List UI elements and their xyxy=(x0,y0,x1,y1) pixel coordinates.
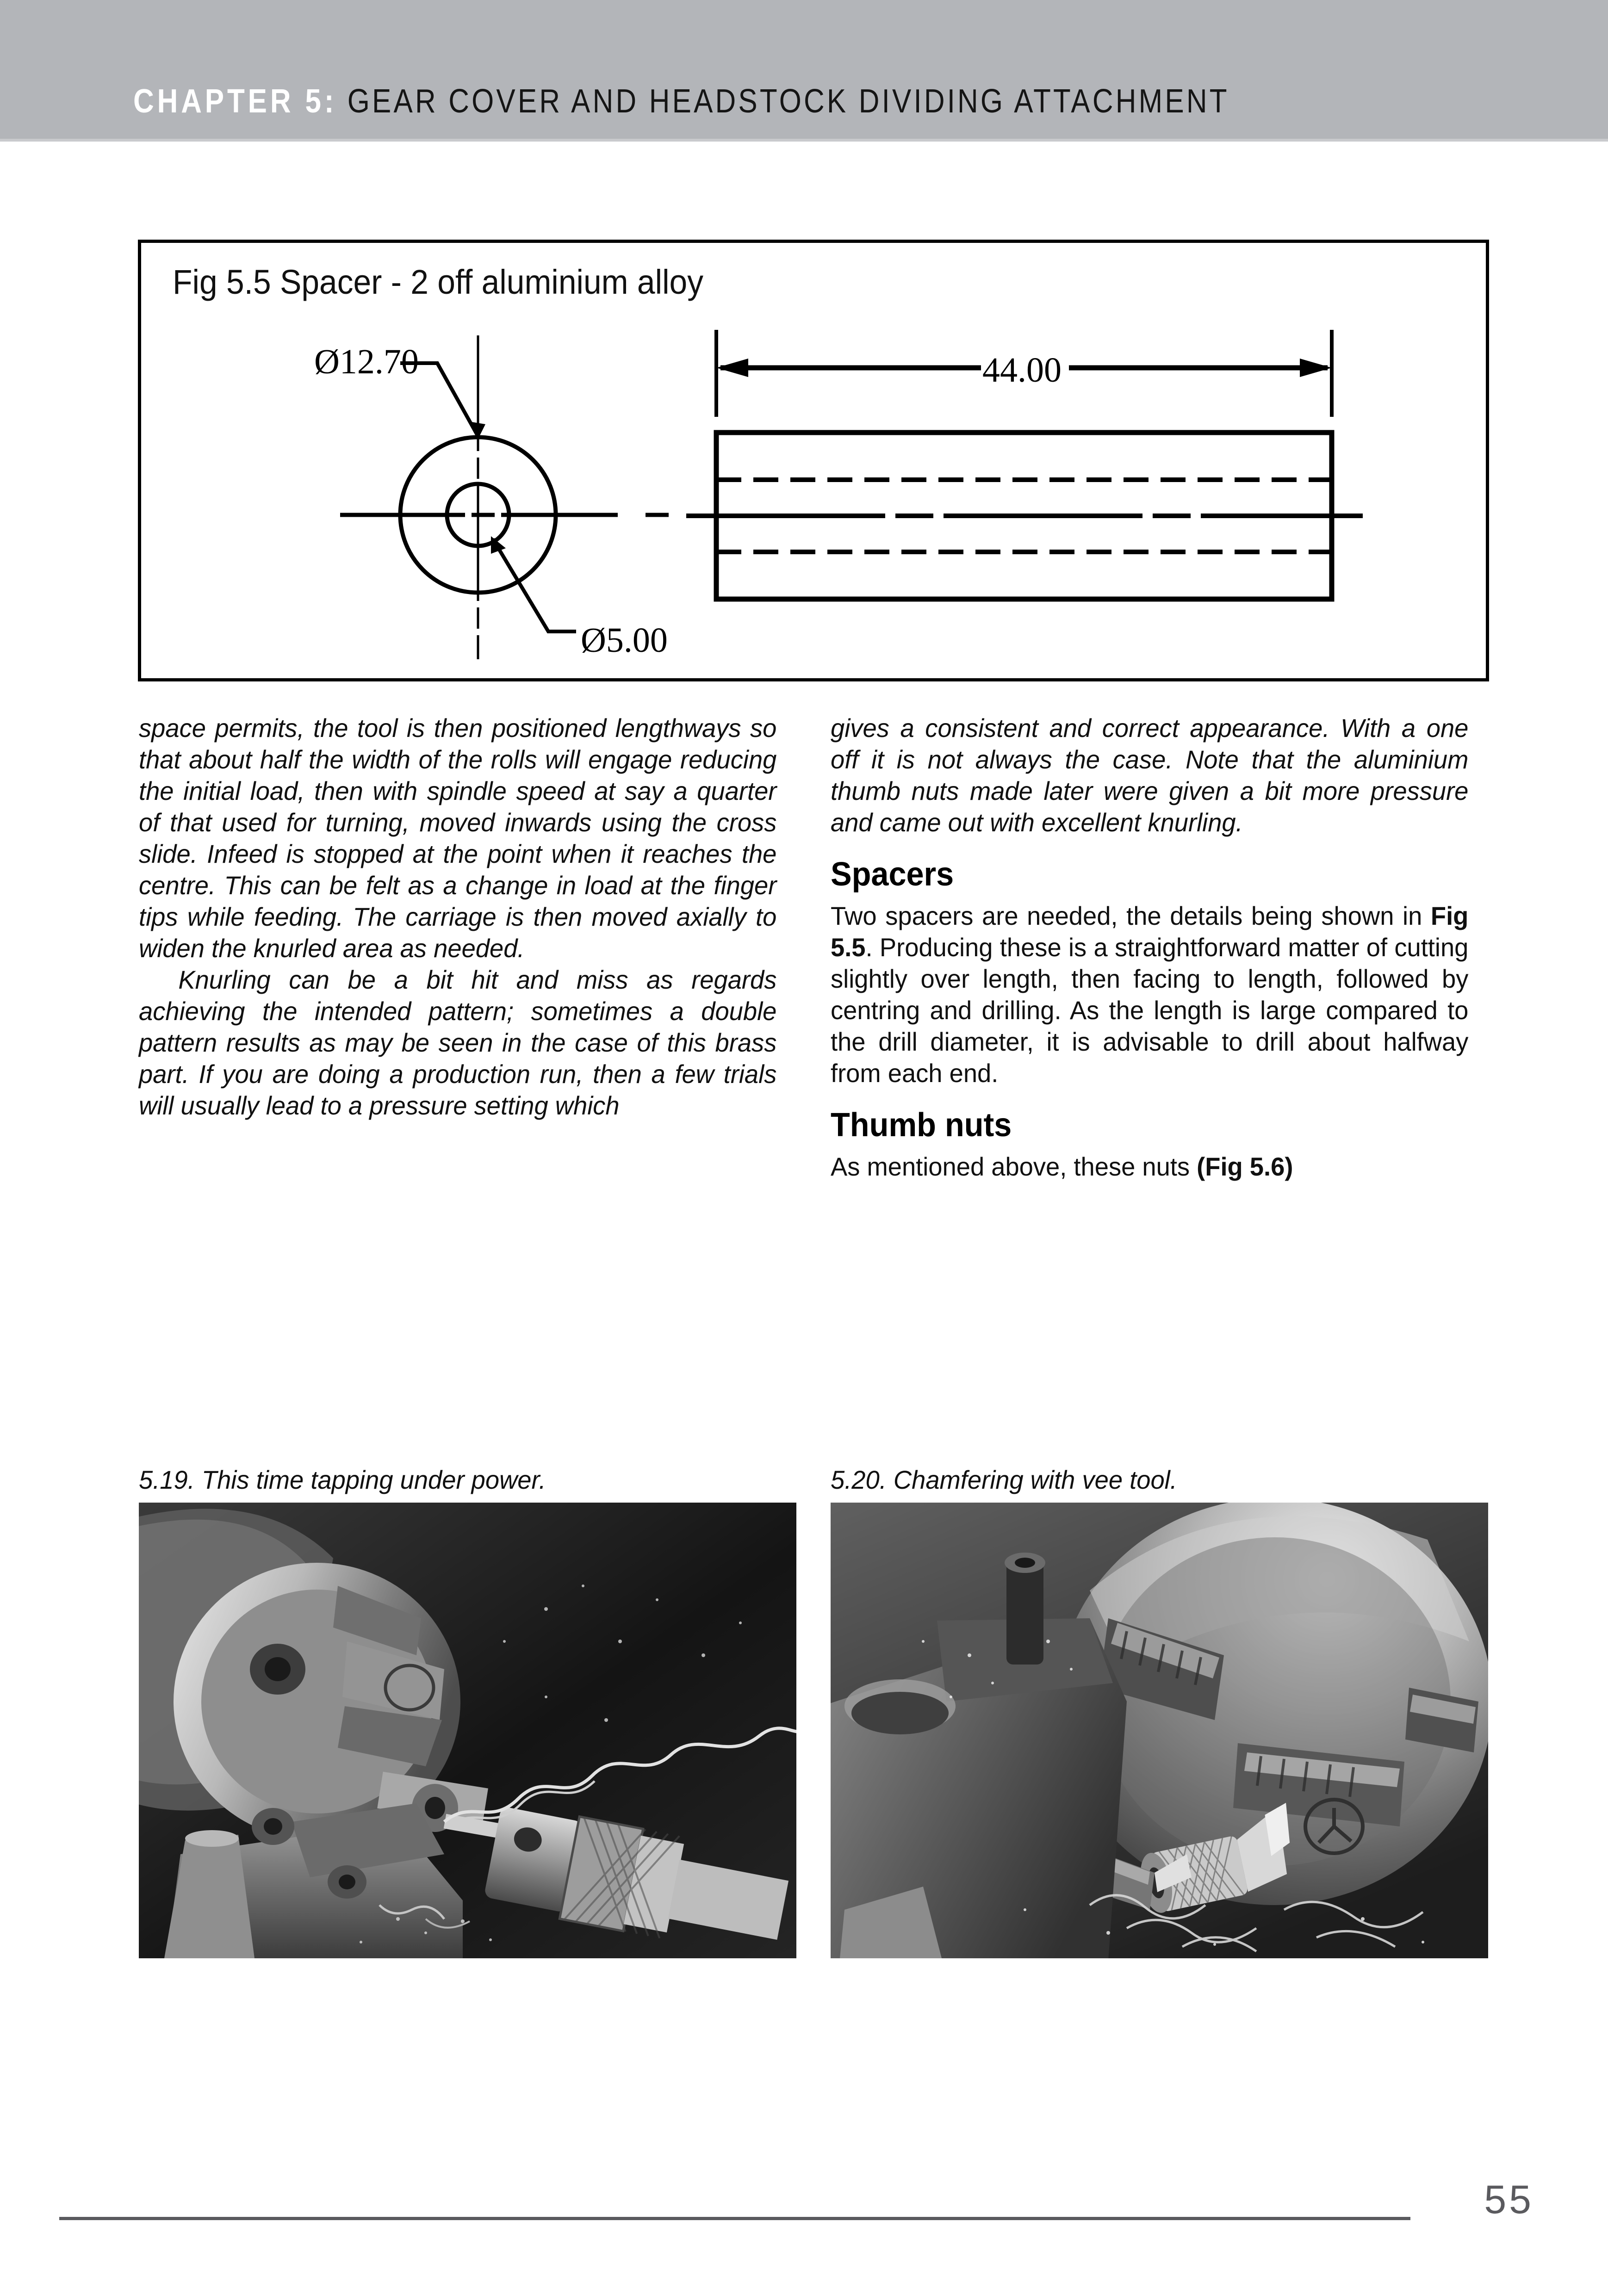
figure-caption-title: Fig 5.5 Spacer - 2 off aluminium alloy xyxy=(173,263,704,301)
spacers-text-before: Two spacers are needed, the details being shown in xyxy=(831,901,1431,930)
chapter-title-label: GEAR COVER AND HEADSTOCK DIVIDING ATTACHMENT xyxy=(337,83,1229,120)
spacers-figure-reference: Fig 5.5 xyxy=(831,901,1469,962)
page-number: 55 xyxy=(1484,2178,1534,2222)
photo-caption-5-19: 5.19. This time tapping under power. xyxy=(139,1465,546,1494)
right-text-column xyxy=(831,712,1488,1182)
photo-caption-5-20: 5.20. Chamfering with vee tool. xyxy=(831,1465,1177,1494)
spacers-heading: Spacers xyxy=(831,856,954,893)
thumb-nuts-paragraph xyxy=(831,1151,1468,1182)
length-arrowhead-left xyxy=(716,359,748,377)
photo-tapping-under-power xyxy=(139,1503,796,1958)
thumb-nuts-text-before: As mentioned above, these nuts xyxy=(831,1152,1197,1181)
left-paragraph-2: Knurling can be a bit hit and miss as regards achieving the intended pattern; sometimes a double pattern results as may be seen in the case of this brass part. If you are doing a production run, then a few trials will usually lead to a pressure setting which xyxy=(139,965,777,1120)
footer-rule xyxy=(59,2217,1410,2220)
length-dimension-text: 44.00 xyxy=(982,351,1062,390)
lathe-tapping-photo-graphic xyxy=(139,1503,796,1958)
bore-diameter-leader xyxy=(493,539,576,631)
chapter-number-label: CHAPTER 5: xyxy=(133,83,337,120)
right-intro-paragraph: gives a consistent and correct appearance. With a one off it is not always the case. Note that the aluminium thumb nuts made later were given a bit more pressure and came out with excellent knurling. xyxy=(831,713,1469,837)
bore-diameter-text: Ø5.00 xyxy=(581,621,668,660)
thumb-nuts-heading: Thumb nuts xyxy=(831,1107,1012,1144)
spacer-technical-drawing xyxy=(141,243,1486,678)
outer-diameter-text: Ø12.70 xyxy=(314,342,419,381)
chapter-header-title xyxy=(133,82,1229,120)
photo-chamfering-vee-tool xyxy=(831,1503,1488,1958)
left-text-column xyxy=(139,712,796,1121)
figure-5-5-box xyxy=(138,240,1489,681)
spacers-text-after: . Producing these is a straightforward matter of cutting slightly over length, then facing to length, followed by centring and drilling. As the length is large compared to the drill diameter, it is advisable to drill about halfway from each end. xyxy=(831,933,1469,1088)
length-arrowhead-right xyxy=(1300,359,1332,377)
header-bottom-rule xyxy=(0,139,1608,142)
lathe-chamfering-photo-graphic xyxy=(831,1503,1488,1958)
left-paragraph-1: space permits, the tool is then positioned lengthways so that about half the width of the rolls will engage reducing the initial load, then with spindle speed at say a quarter of that used for turning, moved inwards using the cross slide. Infeed is stopped at the point when it reaches the centre. This can be felt as a change in load at the finger tips while feeding. The carriage is then moved axially to widen the knurled area as needed. xyxy=(139,713,777,963)
thumb-nuts-figure-reference: (Fig 5.6) xyxy=(1197,1152,1293,1181)
spacers-paragraph xyxy=(831,900,1468,1089)
